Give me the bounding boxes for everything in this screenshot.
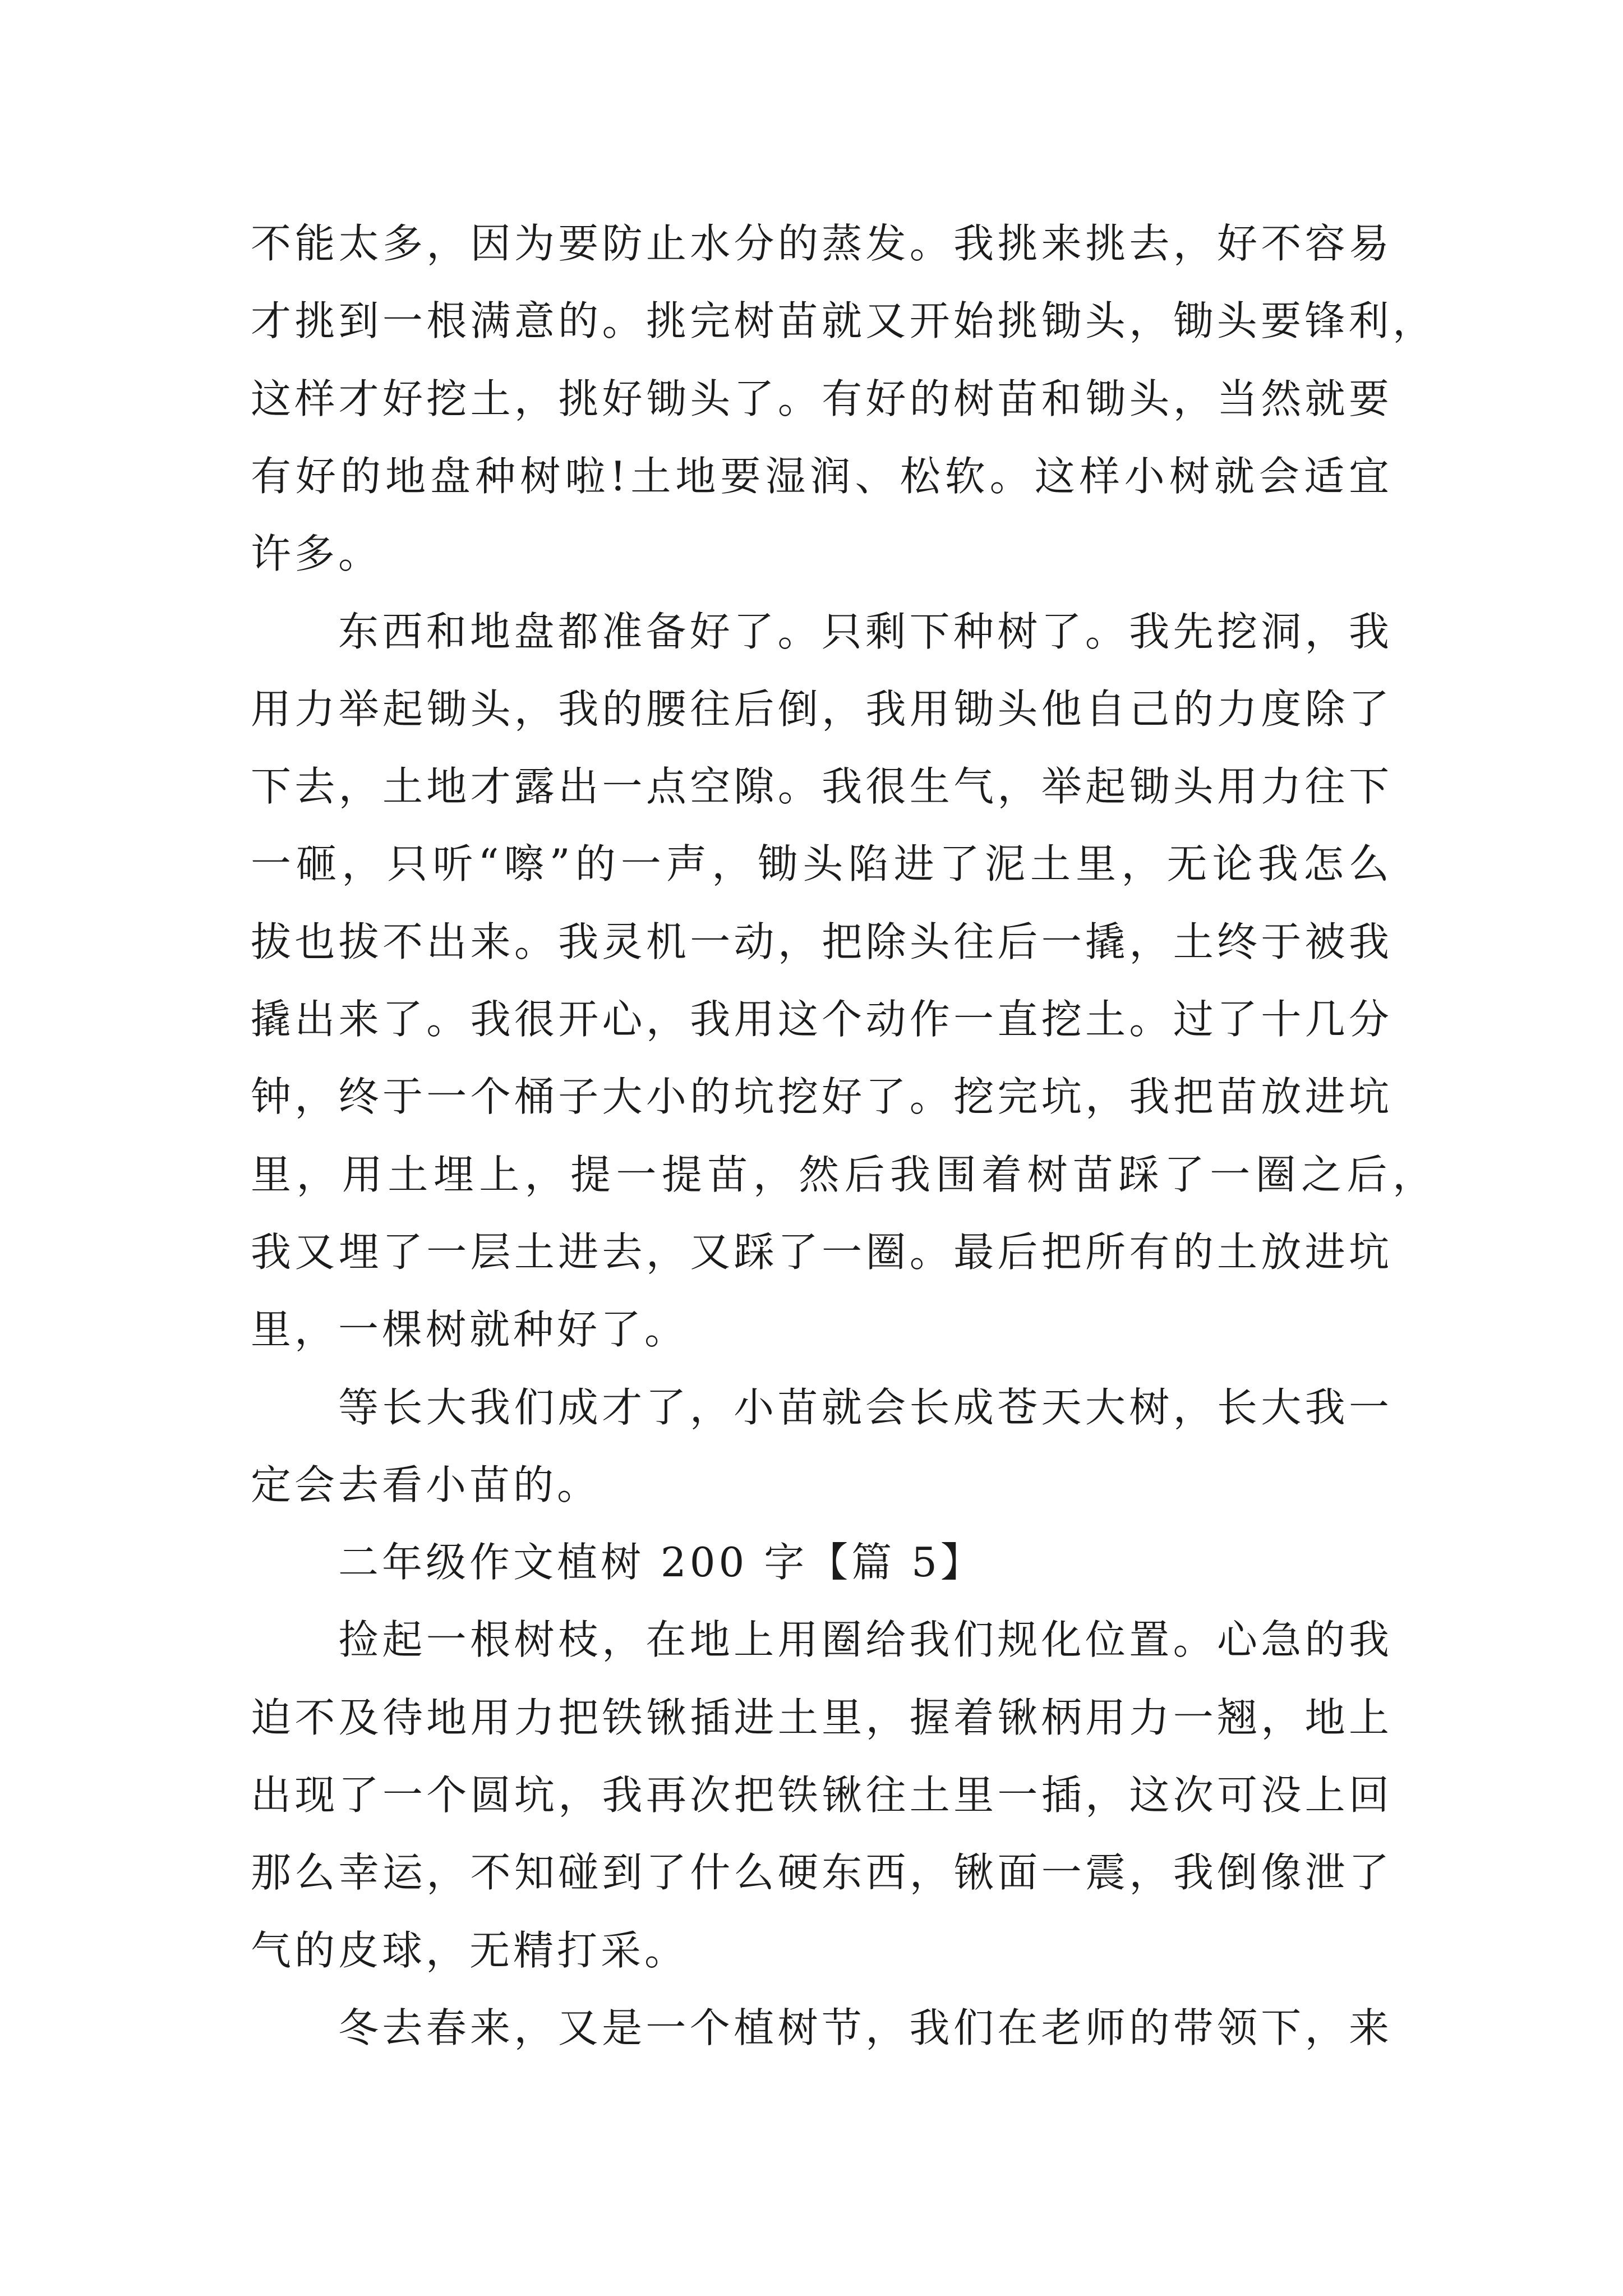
text-line: 有好的地盘种树啦!土地要湿润、松软。这样小树就会适宜 [251,453,1389,500]
text-line: 气的皮球，无精打采。 [251,1927,689,1974]
text-line: 出现了一个圆坑，我再次把铁锹往土里一插，这次可没上回 [251,1772,1389,1819]
paragraph-start-line: 捡起一根树枝，在地上用圈给我们规化位置。心急的我 [338,1616,1389,1663]
text-line: 一砸，只听“嚓”的一声，锄头陷进了泥土里，无论我怎么 [251,840,1389,887]
section-heading: 二年级作文植树 200 字【篇 5】 [338,1539,984,1586]
text-line: 用力举起锄头，我的腰往后倒，我用锄头他自己的力度除了 [251,685,1389,733]
text-line: 我又埋了一层土进去，又踩了一圈。最后把所有的土放进坑 [251,1228,1389,1276]
text-line: 钟，终于一个桶子大小的坑挖好了。挖完坑，我把苗放进坑 [251,1073,1389,1120]
text-line: 下去，土地才露出一点空隙。我很生气，举起锄头用力往下 [251,763,1389,810]
paragraph-start-line: 冬去春来，又是一个植树节，我们在老师的带领下，来 [338,2004,1389,2051]
text-line: 迫不及待地用力把铁锹插进土里，握着锹柄用力一翘，地上 [251,1694,1389,1741]
paragraph-start-line: 东西和地盘都准备好了。只剩下种树了。我先挖洞，我 [338,608,1389,655]
text-line: 定会去看小苗的。 [251,1461,601,1508]
text-line: 里，用土埋上，提一提苗，然后我围着树苗踩了一圈之后， [251,1151,1433,1198]
paragraph-start-line: 等长大我们成才了，小苗就会长成苍天大树，长大我一 [338,1384,1389,1431]
text-line: 不能太多，因为要防止水分的蒸发。我挑来挑去，好不容易 [251,220,1389,267]
text-line: 才挑到一根满意的。挑完树苗就又开始挑锄头，锄头要锋利， [251,297,1433,344]
text-line: 许多。 [251,530,382,577]
text-line: 里，一棵树就种好了。 [251,1306,689,1353]
text-line: 撬出来了。我很开心，我用这个动作一直挖土。过了十几分 [251,996,1389,1043]
text-line: 拔也拔不出来。我灵机一动，把除头往后一撬，土终于被我 [251,918,1389,965]
text-line: 这样才好挖土，挑好锄头了。有好的树苗和锄头，当然就要 [251,375,1389,422]
text-line: 那么幸运，不知碰到了什么硬东西，锹面一震，我倒像泄了 [251,1849,1389,1896]
